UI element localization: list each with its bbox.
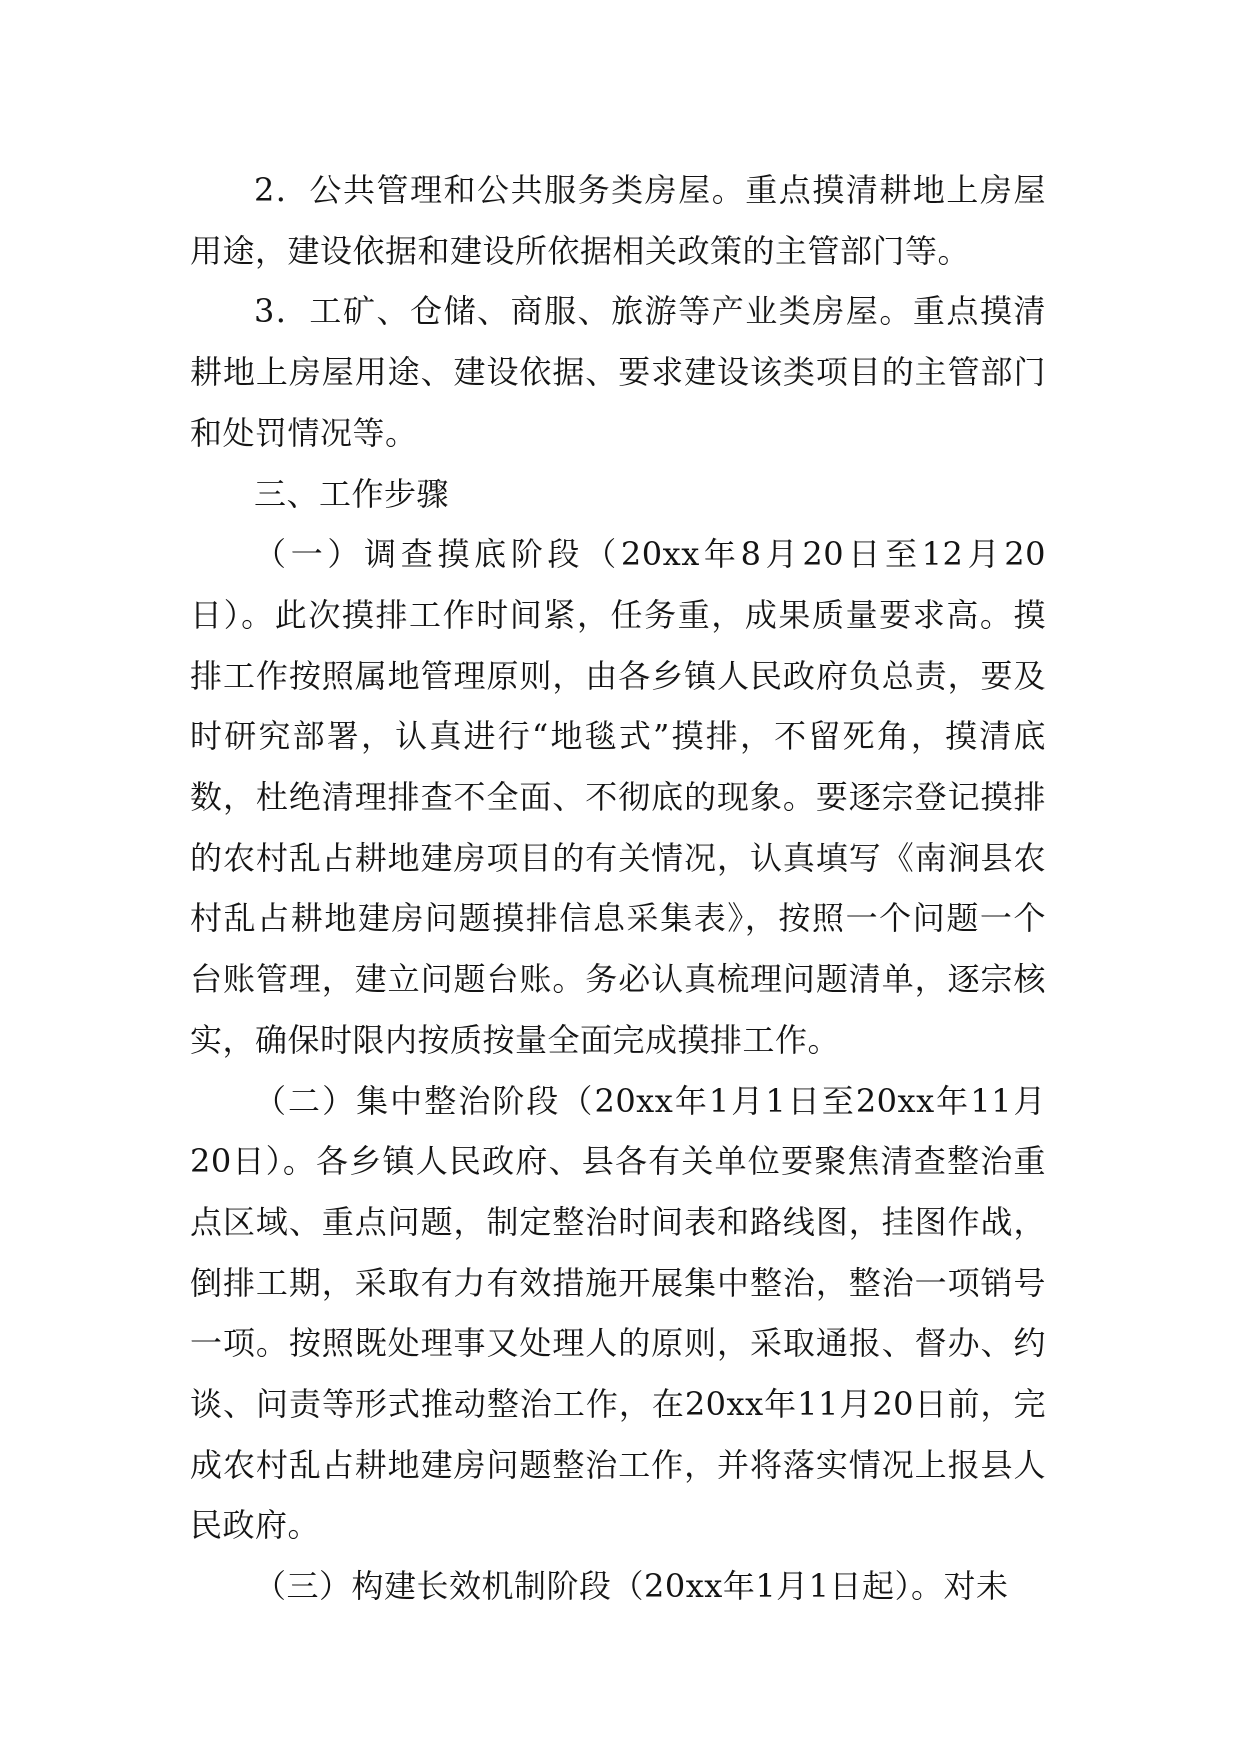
- paragraph-public-service-housing: 2．公共管理和公共服务类房屋。重点摸清耕地上房屋用途，建设依据和建设所依据相关政策的主管部门等。: [190, 171, 1046, 270]
- paragraph-survey-stage: （一）调查摸底阶段（20xx年8月20日至12月20日）。此次摸排工作时间紧，任务重，成果质量要求高。摸排工作按照属地管理原则，由各乡镇人民政府负总责，要及时研究部署，认真进行“地毯式”摸排，不留死角，摸清底数，杜绝清理排查不全面、不彻底的现象。要逐宗登记摸排的农村乱占耕地建房项目的有关情况，认真填写《南涧县农村乱占耕地建房问题摸排信息采集表》，按照一个问题一个台账管理，建立问题台账。务必认真梳理问题清单，逐宗核实，确保时限内按质按量全面完成摸排工作。: [190, 535, 1046, 1059]
- paragraph-industrial-housing: 3．工矿、仓储、商服、旅游等产业类房屋。重点摸清耕地上房屋用途、建设依据、要求建设该类项目的主管部门和处罚情况等。: [190, 292, 1046, 452]
- document-body: [190, 160, 1046, 1617]
- section-heading-work-steps: 三、工作步骤: [254, 474, 450, 513]
- paragraph-rectification-stage: （二）集中整治阶段（20xx年1月1日至20xx年11月20日）。各乡镇人民政府、县各有关单位要聚焦清查整治重点区域、重点问题，制定整治时间表和路线图，挂图作战，倒排工期，采取有力有效措施开展集中整治，整治一项销号一项。按照既处理事又处理人的原则，采取通报、督办、约谈、问责等形式推动整治工作，在20xx年11月20日前，完成农村乱占耕地建房问题整治工作，并将落实情况上报县人民政府。: [190, 1081, 1046, 1545]
- paragraph-long-term-mechanism-stage: （三）构建长效机制阶段（20xx年1月1日起）。对未: [254, 1567, 1009, 1606]
